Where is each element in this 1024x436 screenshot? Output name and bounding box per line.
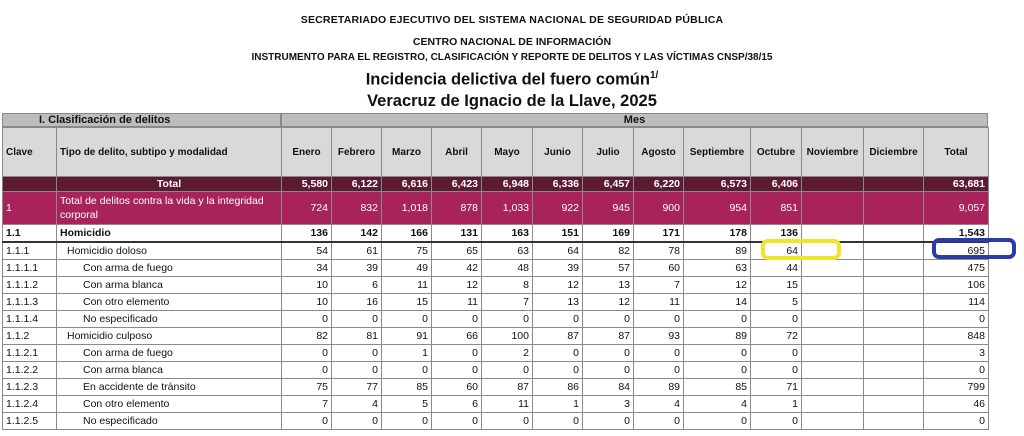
cell-month-value: 6,616: [382, 177, 432, 192]
header-secretariado: SECRETARIADO EJECUTIVO DEL SISTEMA NACIONAL DE SEGURIDAD PÚBLICA: [300, 14, 724, 26]
table-row: [3, 294, 989, 311]
col-total: Total: [924, 128, 989, 177]
cell-total: 475: [924, 260, 989, 277]
cell-month-value: 54: [282, 242, 332, 260]
cell-month-value: 15: [751, 277, 802, 294]
cell-month-value: 136: [751, 225, 802, 243]
col-month: Agosto: [634, 128, 684, 177]
cell-month-value: 0: [482, 311, 533, 328]
table-row: [3, 225, 989, 243]
table-header-row: [3, 128, 989, 177]
cell-month-value: 57: [583, 260, 634, 277]
cell-month-value: 6,423: [432, 177, 482, 192]
col-month: Septiembre: [684, 128, 751, 177]
table-row: [3, 379, 989, 396]
cell-month-value: 64: [751, 242, 802, 260]
cell-month-value: 6: [432, 396, 482, 413]
col-clave: Clave: [3, 128, 57, 177]
cell-clave: 1.1.1.2: [3, 277, 57, 294]
group-classification: I. Clasificación de delitos: [2, 113, 281, 127]
cell-month-value: 65: [432, 242, 482, 260]
cell-month-value: 922: [533, 192, 583, 225]
cell-month-value: 84: [583, 379, 634, 396]
cell-tipo: Homicidio: [57, 225, 282, 243]
cell-month-value: 11: [382, 277, 432, 294]
cell-clave: 1.1.2.2: [3, 362, 57, 379]
cell-month-value: 0: [282, 311, 332, 328]
cell-month-value: [864, 345, 924, 362]
col-month: Marzo: [382, 128, 432, 177]
cell-month-value: [802, 177, 864, 192]
cell-month-value: 6,406: [751, 177, 802, 192]
cell-month-value: 0: [751, 311, 802, 328]
cell-clave: 1: [3, 192, 57, 225]
cell-month-value: 89: [634, 379, 684, 396]
cell-clave: 1.1.1: [3, 242, 57, 260]
cell-month-value: 75: [282, 379, 332, 396]
col-month: Diciembre: [864, 128, 924, 177]
table-row: [3, 260, 989, 277]
cell-month-value: [864, 294, 924, 311]
header-centro: CENTRO NACIONAL DE INFORMACIÓN: [412, 36, 612, 48]
cell-month-value: 900: [634, 192, 684, 225]
col-month: Octubre: [751, 128, 802, 177]
cell-month-value: 0: [751, 345, 802, 362]
cell-month-value: 42: [432, 260, 482, 277]
cell-month-value: 0: [583, 311, 634, 328]
highlight-blue-oval: [932, 238, 1016, 259]
header-instrumento: INSTRUMENTO PARA EL REGISTRO, CLASIFICACIÓN Y REPORTE DE DELITOS Y LAS VÍCTIMAS CNSP/38/15: [251, 52, 773, 63]
cell-month-value: [802, 277, 864, 294]
cell-month-value: 1,018: [382, 192, 432, 225]
cell-month-value: 151: [533, 225, 583, 243]
cell-month-value: 60: [634, 260, 684, 277]
cell-month-value: 0: [684, 345, 751, 362]
cell-month-value: 75: [382, 242, 432, 260]
cell-month-value: 0: [684, 362, 751, 379]
cell-month-value: [802, 396, 864, 413]
cell-month-value: 0: [634, 311, 684, 328]
cell-month-value: [802, 413, 864, 430]
col-month: Enero: [282, 128, 332, 177]
cell-month-value: [802, 345, 864, 362]
cell-month-value: 85: [684, 379, 751, 396]
cell-month-value: 78: [634, 242, 684, 260]
cell-month-value: 851: [751, 192, 802, 225]
cell-month-value: 13: [583, 277, 634, 294]
table-body: [3, 177, 989, 430]
cell-month-value: 0: [634, 413, 684, 430]
cell-month-value: 14: [684, 294, 751, 311]
cell-month-value: 2: [482, 345, 533, 362]
cell-tipo: Con arma de fuego: [57, 260, 282, 277]
cell-tipo: Con otro elemento: [57, 294, 282, 311]
cell-total: 46: [924, 396, 989, 413]
table-row: [3, 396, 989, 413]
cell-month-value: [802, 294, 864, 311]
table-row: [3, 413, 989, 430]
crime-table: [2, 127, 989, 430]
cell-total: 0: [924, 413, 989, 430]
cell-clave: 1.1.2.4: [3, 396, 57, 413]
cell-month-value: 82: [282, 328, 332, 345]
cell-month-value: 44: [751, 260, 802, 277]
cell-tipo: Total: [57, 177, 282, 192]
cell-month-value: 0: [583, 362, 634, 379]
cell-month-value: 100: [482, 328, 533, 345]
cell-total: 799: [924, 379, 989, 396]
cell-month-value: 0: [634, 345, 684, 362]
table-row: [3, 177, 989, 192]
cell-month-value: 82: [583, 242, 634, 260]
cell-clave: 1.1: [3, 225, 57, 243]
cell-month-value: 87: [583, 328, 634, 345]
cell-month-value: 7: [482, 294, 533, 311]
cell-month-value: 0: [482, 413, 533, 430]
cell-tipo: Con otro elemento: [57, 396, 282, 413]
cell-total: 848: [924, 328, 989, 345]
page-subtitle: Veracruz de Ignacio de la Llave, 2025: [367, 92, 657, 110]
cell-month-value: 91: [382, 328, 432, 345]
cell-month-value: 166: [382, 225, 432, 243]
cell-month-value: 15: [382, 294, 432, 311]
cell-month-value: 12: [684, 277, 751, 294]
cell-month-value: 87: [533, 328, 583, 345]
cell-month-value: 0: [684, 413, 751, 430]
cell-month-value: [864, 311, 924, 328]
cell-month-value: 1: [533, 396, 583, 413]
table-row: [3, 192, 989, 225]
cell-month-value: 0: [533, 345, 583, 362]
cell-month-value: 34: [282, 260, 332, 277]
cell-month-value: 4: [634, 396, 684, 413]
cell-tipo: No especificado: [57, 413, 282, 430]
cell-month-value: [802, 362, 864, 379]
cell-month-value: 878: [432, 192, 482, 225]
cell-month-value: [864, 379, 924, 396]
cell-month-value: 6,457: [583, 177, 634, 192]
cell-month-value: 724: [282, 192, 332, 225]
cell-month-value: [864, 396, 924, 413]
cell-tipo: Con arma blanca: [57, 277, 282, 294]
cell-month-value: [802, 260, 864, 277]
cell-month-value: [802, 192, 864, 225]
cell-month-value: 39: [533, 260, 583, 277]
cell-month-value: [864, 192, 924, 225]
title-text: Incidencia delictiva del fuero común: [365, 70, 650, 89]
cell-tipo: En accidente de tránsito: [57, 379, 282, 396]
cell-month-value: 64: [533, 242, 583, 260]
cell-month-value: 0: [751, 413, 802, 430]
cell-month-value: 0: [533, 362, 583, 379]
cell-month-value: 0: [282, 345, 332, 362]
cell-tipo: Con arma de fuego: [57, 345, 282, 362]
cell-month-value: 11: [634, 294, 684, 311]
cell-month-value: [864, 277, 924, 294]
col-month: Mayo: [482, 128, 533, 177]
cell-total: 114: [924, 294, 989, 311]
cell-total: 3: [924, 345, 989, 362]
cell-clave: 1.1.2: [3, 328, 57, 345]
cell-total: 9,057: [924, 192, 989, 225]
cell-month-value: 5: [382, 396, 432, 413]
cell-month-value: 0: [751, 362, 802, 379]
cell-month-value: 0: [332, 345, 382, 362]
cell-tipo: No especificado: [57, 311, 282, 328]
cell-month-value: 12: [583, 294, 634, 311]
cell-month-value: 0: [432, 362, 482, 379]
cell-month-value: 0: [332, 311, 382, 328]
table-row: [3, 362, 989, 379]
cell-tipo: Homicidio doloso: [57, 242, 282, 260]
cell-month-value: 86: [533, 379, 583, 396]
cell-month-value: 0: [432, 311, 482, 328]
cell-month-value: 48: [482, 260, 533, 277]
cell-clave: 1.1.1.3: [3, 294, 57, 311]
cell-month-value: 171: [634, 225, 684, 243]
cell-month-value: 1: [751, 396, 802, 413]
cell-month-value: 5,580: [282, 177, 332, 192]
cell-month-value: 0: [432, 413, 482, 430]
cell-month-value: 5: [751, 294, 802, 311]
cell-month-value: 142: [332, 225, 382, 243]
cell-month-value: [864, 225, 924, 243]
cell-month-value: 0: [432, 345, 482, 362]
col-month: Julio: [583, 128, 634, 177]
cell-month-value: 11: [482, 396, 533, 413]
cell-total: 1,543: [924, 225, 989, 243]
table-row: [3, 345, 989, 362]
cell-tipo: Total de delitos contra la vida y la integridad corporal: [57, 192, 282, 225]
cell-month-value: 954: [684, 192, 751, 225]
cell-month-value: [864, 242, 924, 260]
cell-month-value: 6,220: [634, 177, 684, 192]
cell-month-value: 10: [282, 277, 332, 294]
cell-month-value: [864, 362, 924, 379]
col-month: Febrero: [332, 128, 382, 177]
cell-total: 63,681: [924, 177, 989, 192]
cell-month-value: 71: [751, 379, 802, 396]
cell-month-value: 7: [282, 396, 332, 413]
cell-month-value: 178: [684, 225, 751, 243]
cell-month-value: 0: [533, 311, 583, 328]
cell-month-value: 0: [282, 362, 332, 379]
cell-month-value: 11: [432, 294, 482, 311]
cell-month-value: 0: [684, 311, 751, 328]
cell-month-value: 10: [282, 294, 332, 311]
cell-month-value: 89: [684, 242, 751, 260]
table-row: [3, 311, 989, 328]
cell-month-value: 136: [282, 225, 332, 243]
cell-month-value: 1: [382, 345, 432, 362]
cell-month-value: 89: [684, 328, 751, 345]
cell-month-value: 63: [482, 242, 533, 260]
cell-tipo: Homicidio culposo: [57, 328, 282, 345]
cell-month-value: 49: [382, 260, 432, 277]
cell-clave: [3, 177, 57, 192]
cell-month-value: 60: [432, 379, 482, 396]
cell-month-value: 16: [332, 294, 382, 311]
group-month: Mes: [281, 113, 988, 127]
cell-month-value: 1,033: [482, 192, 533, 225]
title-footnote: 1/: [649, 70, 659, 81]
cell-month-value: 0: [533, 413, 583, 430]
cell-month-value: [802, 328, 864, 345]
cell-month-value: 12: [432, 277, 482, 294]
cell-month-value: [864, 413, 924, 430]
cell-clave: 1.1.1.1: [3, 260, 57, 277]
cell-month-value: 4: [332, 396, 382, 413]
cell-month-value: 77: [332, 379, 382, 396]
cell-month-value: [864, 177, 924, 192]
cell-total: 106: [924, 277, 989, 294]
cell-month-value: 0: [332, 413, 382, 430]
cell-month-value: 81: [332, 328, 382, 345]
cell-month-value: 0: [583, 413, 634, 430]
cell-month-value: [864, 328, 924, 345]
cell-month-value: 87: [482, 379, 533, 396]
cell-month-value: [802, 311, 864, 328]
cell-month-value: [864, 260, 924, 277]
cell-month-value: 0: [634, 362, 684, 379]
cell-month-value: 131: [432, 225, 482, 243]
cell-month-value: 0: [583, 345, 634, 362]
cell-month-value: [802, 379, 864, 396]
cell-clave: 1.1.1.4: [3, 311, 57, 328]
cell-month-value: 169: [583, 225, 634, 243]
cell-total: 0: [924, 311, 989, 328]
cell-tipo: Con arma blanca: [57, 362, 282, 379]
cell-month-value: 6: [332, 277, 382, 294]
table-row: [3, 277, 989, 294]
cell-month-value: 945: [583, 192, 634, 225]
cell-clave: 1.1.2.1: [3, 345, 57, 362]
col-month: Abril: [432, 128, 482, 177]
cell-total: 0: [924, 362, 989, 379]
page-title: [0, 70, 1024, 90]
cell-month-value: 0: [382, 413, 432, 430]
cell-month-value: 0: [482, 362, 533, 379]
cell-month-value: 63: [684, 260, 751, 277]
cell-month-value: 7: [634, 277, 684, 294]
cell-month-value: 13: [533, 294, 583, 311]
col-tipo: Tipo de delito, subtipo y modalidad: [57, 128, 282, 177]
cell-month-value: 72: [751, 328, 802, 345]
cell-month-value: 6,122: [332, 177, 382, 192]
cell-month-value: 85: [382, 379, 432, 396]
cell-month-value: 3: [583, 396, 634, 413]
cell-month-value: 4: [684, 396, 751, 413]
cell-month-value: 93: [634, 328, 684, 345]
cell-month-value: 163: [482, 225, 533, 243]
cell-clave: 1.1.2.3: [3, 379, 57, 396]
cell-month-value: 0: [332, 362, 382, 379]
cell-month-value: 39: [332, 260, 382, 277]
cell-month-value: 6,573: [684, 177, 751, 192]
cell-month-value: 0: [382, 362, 432, 379]
cell-total: 695: [924, 242, 989, 260]
col-month: Noviembre: [802, 128, 864, 177]
highlight-yellow-oval: [761, 239, 841, 260]
cell-month-value: 8: [482, 277, 533, 294]
cell-month-value: 66: [432, 328, 482, 345]
cell-month-value: 0: [382, 311, 432, 328]
col-month: Junio: [533, 128, 583, 177]
cell-month-value: 61: [332, 242, 382, 260]
table-row: [3, 328, 989, 345]
cell-month-value: 0: [282, 413, 332, 430]
cell-month-value: 832: [332, 192, 382, 225]
cell-month-value: 6,948: [482, 177, 533, 192]
cell-month-value: 12: [533, 277, 583, 294]
cell-month-value: 6,336: [533, 177, 583, 192]
cell-clave: 1.1.2.5: [3, 413, 57, 430]
